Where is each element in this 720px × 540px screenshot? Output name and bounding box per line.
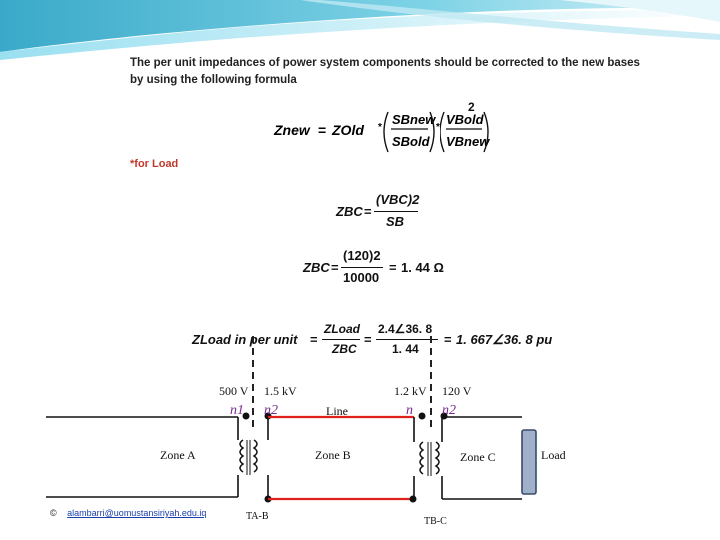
formula-zbc: ZBC = (VBC)2 SB <box>336 192 420 229</box>
zone-a-label: Zone A <box>160 448 196 462</box>
transformer-bc-label: TB-C <box>424 516 447 527</box>
formula-v-old: VBold <box>446 112 484 127</box>
formula-zbc-lhs: ZBC <box>336 204 363 219</box>
load-label: Load <box>541 448 566 462</box>
svg-text:*: * <box>378 122 382 133</box>
zone-c-label: Zone C <box>460 450 496 464</box>
footer <box>50 508 206 518</box>
formula-zbc-numeric: ZBC = (120)2 10000 = 1. 44 Ω <box>303 248 444 285</box>
formula-zbc2-den: 10000 <box>343 270 380 285</box>
formula-power: 2 <box>468 100 475 114</box>
formula-zbc-num: (VBC)2 <box>376 192 420 207</box>
formula-zold: ZOld <box>332 122 364 138</box>
zone-b-label: Zone B <box>315 448 351 462</box>
formula-zbc2-result: 1. 44 Ω <box>401 260 444 275</box>
formula-znew: Znew <box>274 122 310 138</box>
turns-n3: n <box>406 403 413 418</box>
svg-text:=: = <box>318 122 327 138</box>
intro-text: The per unit impedances of power system components should be corrected to the new bases by using the following formula <box>130 57 640 86</box>
formula-general-voltage <box>440 100 490 160</box>
formula-zload-f1-num: ZLoad <box>324 322 360 336</box>
formula-zload: ZLoad in per unit = ZLoad ZBC = 2.4∠36. 8 1. 44 = 1. 667∠36. 8 pu <box>192 322 553 356</box>
turns-n4: n2 <box>442 403 456 418</box>
footer-email-link[interactable]: alambarri@uomustansiriyah.edu.iq <box>67 508 207 518</box>
turns-n1: n1 <box>230 403 244 418</box>
formula-zload-f1-den: ZBC <box>332 342 357 356</box>
formula-zbc2-num: (120)2 <box>343 248 381 263</box>
voltage-1-5kv: 1.5 kV <box>264 384 297 398</box>
transformer-ab-secondary <box>254 440 257 472</box>
formula-zload-result: 1. 667∠36. 8 pu <box>456 332 553 347</box>
copyright-symbol: © <box>50 508 57 518</box>
line-label: Line <box>326 404 348 418</box>
formula-zbc-den: SB <box>386 214 405 229</box>
formula-zbc2-lhs: ZBC <box>303 260 330 275</box>
formula-v-new: VBnew <box>446 134 490 149</box>
transformer-ab-label: TA-B <box>246 511 269 522</box>
voltage-1-2kv: 1.2 kV <box>394 384 427 398</box>
transformer-bc-primary <box>420 442 423 474</box>
formula-zload-lhs: ZLoad in per unit <box>192 332 298 347</box>
formula-s-new: SBnew <box>392 112 436 127</box>
transformer-bc-secondary <box>436 442 439 474</box>
dot-bc-primary <box>419 413 426 420</box>
turns-n2: n2 <box>264 403 278 418</box>
formula-s-old: SBold <box>392 134 430 149</box>
voltage-500v: 500 V <box>219 384 249 398</box>
formula-zload-f2-den: 1. 44 <box>392 342 419 356</box>
svg-text:*: * <box>436 122 440 133</box>
dot-bc-bottom <box>410 496 417 503</box>
load-box <box>522 430 536 494</box>
voltage-120v: 120 V <box>442 384 472 398</box>
transformer-ab-primary <box>240 440 243 472</box>
load-note: *for Load <box>130 158 179 170</box>
formula-zload-f2-num: 2.4∠36. 8 <box>378 322 433 336</box>
